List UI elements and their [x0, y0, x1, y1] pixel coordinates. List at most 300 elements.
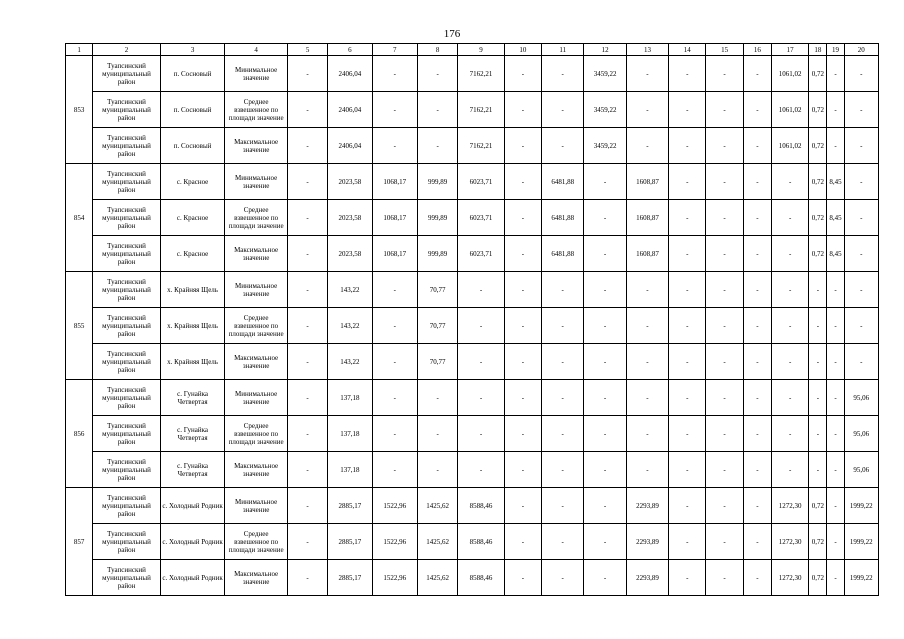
metric-cell: Максимальное значение — [225, 128, 288, 164]
value-cell: - — [372, 380, 417, 416]
settlement-cell: с. Красное — [160, 200, 225, 236]
value-cell: - — [706, 272, 743, 308]
value-cell: - — [809, 452, 827, 488]
value-cell: 8588,46 — [458, 560, 504, 596]
value-cell: - — [504, 416, 541, 452]
value-cell: 2293,89 — [626, 560, 668, 596]
value-cell: - — [809, 272, 827, 308]
value-cell: - — [418, 92, 458, 128]
value-cell: - — [706, 524, 743, 560]
value-cell: - — [743, 56, 771, 92]
value-cell: - — [584, 380, 626, 416]
value-cell: 1061,02 — [771, 56, 808, 92]
value-cell: - — [287, 272, 327, 308]
value-cell: - — [542, 92, 584, 128]
table-row — [66, 308, 879, 344]
settlement-cell: п. Сосновый — [160, 92, 225, 128]
value-cell: 95,06 — [844, 416, 878, 452]
column-header: 12 — [584, 44, 626, 56]
value-cell: 137,18 — [328, 380, 372, 416]
value-cell: 6023,71 — [458, 200, 504, 236]
value-cell: - — [669, 560, 706, 596]
value-cell: - — [542, 452, 584, 488]
value-cell: - — [743, 344, 771, 380]
value-cell: - — [458, 308, 504, 344]
value-cell: - — [287, 236, 327, 272]
column-header: 13 — [626, 44, 668, 56]
value-cell: - — [809, 344, 827, 380]
value-cell: - — [706, 164, 743, 200]
value-cell: - — [542, 56, 584, 92]
value-cell: - — [827, 488, 844, 524]
value-cell: - — [743, 416, 771, 452]
value-cell: - — [827, 308, 844, 344]
value-cell: 1999,22 — [844, 524, 878, 560]
value-cell: - — [809, 308, 827, 344]
metric-cell: Среднее взвешенное по площади значение — [225, 200, 288, 236]
page-number: 176 — [443, 28, 461, 40]
value-cell: 1522,96 — [372, 488, 417, 524]
settlement-cell: с. Холодный Родник — [160, 488, 225, 524]
column-header: 16 — [743, 44, 771, 56]
value-cell: 70,77 — [418, 308, 458, 344]
value-cell: 7162,21 — [458, 92, 504, 128]
value-cell: 143,22 — [328, 344, 372, 380]
value-cell: - — [287, 344, 327, 380]
value-cell: 8,45 — [827, 236, 844, 272]
value-cell: - — [458, 380, 504, 416]
table-row — [66, 344, 879, 380]
value-cell: - — [584, 164, 626, 200]
value-cell: 1068,17 — [372, 200, 417, 236]
table-row — [66, 128, 879, 164]
value-cell: - — [287, 128, 327, 164]
value-cell: - — [669, 164, 706, 200]
value-cell: 1425,62 — [418, 560, 458, 596]
value-cell: - — [542, 416, 584, 452]
value-cell: - — [669, 344, 706, 380]
column-header: 9 — [458, 44, 504, 56]
value-cell: - — [809, 416, 827, 452]
valuation-table — [65, 43, 879, 596]
value-cell: 2293,89 — [626, 524, 668, 560]
value-cell: - — [669, 308, 706, 344]
row-number: 857 — [66, 488, 93, 596]
value-cell: 8,45 — [827, 164, 844, 200]
value-cell: - — [743, 128, 771, 164]
value-cell: - — [418, 56, 458, 92]
column-header: 18 — [809, 44, 827, 56]
value-cell: - — [504, 308, 541, 344]
value-cell: - — [542, 560, 584, 596]
value-cell: 1272,30 — [771, 524, 808, 560]
value-cell: - — [626, 56, 668, 92]
value-cell: - — [372, 56, 417, 92]
column-header: 8 — [418, 44, 458, 56]
value-cell: - — [372, 452, 417, 488]
value-cell: 7162,21 — [458, 128, 504, 164]
metric-cell: Максимальное значение — [225, 236, 288, 272]
column-header: 10 — [504, 44, 541, 56]
value-cell: - — [584, 308, 626, 344]
district-cell: Туапсинский муниципальный район — [93, 524, 161, 560]
value-cell: - — [542, 380, 584, 416]
value-cell: - — [542, 128, 584, 164]
district-cell: Туапсинский муниципальный район — [93, 272, 161, 308]
value-cell: 6481,88 — [542, 164, 584, 200]
value-cell: - — [844, 128, 878, 164]
settlement-cell: с. Гунайка Четвертая — [160, 416, 225, 452]
value-cell: - — [504, 524, 541, 560]
value-cell: - — [827, 560, 844, 596]
value-cell: 1522,96 — [372, 560, 417, 596]
value-cell: 70,77 — [418, 344, 458, 380]
value-cell: 8588,46 — [458, 488, 504, 524]
value-cell: - — [584, 524, 626, 560]
value-cell: - — [626, 416, 668, 452]
value-cell: - — [844, 56, 878, 92]
value-cell: - — [287, 92, 327, 128]
table-row — [66, 56, 879, 92]
value-cell: - — [669, 488, 706, 524]
value-cell: 1608,87 — [626, 236, 668, 272]
value-cell: - — [827, 416, 844, 452]
value-cell: - — [706, 560, 743, 596]
value-cell: - — [771, 164, 808, 200]
value-cell: 6481,88 — [542, 236, 584, 272]
value-cell: 1061,02 — [771, 92, 808, 128]
district-cell: Туапсинский муниципальный район — [93, 380, 161, 416]
value-cell: - — [743, 200, 771, 236]
value-cell: - — [844, 92, 878, 128]
value-cell: 2023,58 — [328, 236, 372, 272]
value-cell: - — [418, 416, 458, 452]
value-cell: 2885,17 — [328, 560, 372, 596]
settlement-cell: с. Красное — [160, 164, 225, 200]
table-row — [66, 200, 879, 236]
value-cell: - — [504, 200, 541, 236]
value-cell: - — [771, 344, 808, 380]
value-cell: - — [669, 272, 706, 308]
value-cell: - — [287, 308, 327, 344]
district-cell: Туапсинский муниципальный район — [93, 416, 161, 452]
value-cell: - — [669, 56, 706, 92]
table-row — [66, 452, 879, 488]
value-cell: 95,06 — [844, 452, 878, 488]
value-cell: 1068,17 — [372, 236, 417, 272]
value-cell: - — [458, 416, 504, 452]
value-cell: - — [626, 128, 668, 164]
column-header: 20 — [844, 44, 878, 56]
metric-cell: Минимальное значение — [225, 164, 288, 200]
district-cell: Туапсинский муниципальный район — [93, 344, 161, 380]
district-cell: Туапсинский муниципальный район — [93, 92, 161, 128]
value-cell: - — [584, 416, 626, 452]
value-cell: - — [706, 56, 743, 92]
value-cell: 2885,17 — [328, 524, 372, 560]
value-cell: 7162,21 — [458, 56, 504, 92]
value-cell: - — [372, 308, 417, 344]
value-cell: - — [542, 344, 584, 380]
value-cell: 2293,89 — [626, 488, 668, 524]
metric-cell: Максимальное значение — [225, 344, 288, 380]
value-cell: - — [743, 380, 771, 416]
value-cell: - — [584, 236, 626, 272]
value-cell: - — [844, 272, 878, 308]
value-cell: 1608,87 — [626, 164, 668, 200]
value-cell: 143,22 — [328, 272, 372, 308]
value-cell: - — [706, 308, 743, 344]
table-row — [66, 488, 879, 524]
value-cell: 0,72 — [809, 56, 827, 92]
value-cell: 0,72 — [809, 92, 827, 128]
value-cell: - — [743, 92, 771, 128]
value-cell: - — [504, 560, 541, 596]
metric-cell: Среднее взвешенное по площади значение — [225, 416, 288, 452]
column-header: 4 — [225, 44, 288, 56]
value-cell: - — [706, 128, 743, 164]
value-cell: - — [504, 56, 541, 92]
value-cell: - — [771, 200, 808, 236]
value-cell: 1425,62 — [418, 524, 458, 560]
value-cell: 6481,88 — [542, 200, 584, 236]
metric-cell: Минимальное значение — [225, 272, 288, 308]
value-cell: 2885,17 — [328, 488, 372, 524]
value-cell: - — [287, 56, 327, 92]
table-row — [66, 380, 879, 416]
value-cell: - — [706, 236, 743, 272]
value-cell: - — [706, 200, 743, 236]
value-cell: 0,72 — [809, 524, 827, 560]
value-cell: - — [287, 380, 327, 416]
value-cell: - — [418, 452, 458, 488]
value-cell: - — [669, 92, 706, 128]
row-number: 853 — [66, 56, 93, 164]
metric-cell: Минимальное значение — [225, 380, 288, 416]
value-cell: - — [844, 200, 878, 236]
value-cell: - — [542, 272, 584, 308]
table-row — [66, 164, 879, 200]
value-cell: - — [809, 380, 827, 416]
column-header: 6 — [328, 44, 372, 56]
value-cell: - — [743, 308, 771, 344]
value-cell: - — [771, 236, 808, 272]
column-header: 2 — [93, 44, 161, 56]
settlement-cell: х. Крайняя Щель — [160, 272, 225, 308]
metric-cell: Среднее взвешенное по площади значение — [225, 92, 288, 128]
settlement-cell: с. Гунайка Четвертая — [160, 452, 225, 488]
value-cell: 1608,87 — [626, 200, 668, 236]
value-cell: - — [743, 452, 771, 488]
value-cell: - — [844, 344, 878, 380]
value-cell: - — [669, 524, 706, 560]
settlement-cell: п. Сосновый — [160, 56, 225, 92]
value-cell: - — [626, 380, 668, 416]
metric-cell: Максимальное значение — [225, 560, 288, 596]
value-cell: - — [706, 488, 743, 524]
value-cell: - — [504, 164, 541, 200]
value-cell: 2023,58 — [328, 164, 372, 200]
value-cell: - — [372, 128, 417, 164]
metric-cell: Среднее взвешенное по площади значение — [225, 524, 288, 560]
value-cell: 8,45 — [827, 200, 844, 236]
value-cell: - — [504, 344, 541, 380]
value-cell: 2406,04 — [328, 92, 372, 128]
value-cell: - — [706, 416, 743, 452]
column-header: 1 — [66, 44, 93, 56]
table-row — [66, 272, 879, 308]
column-header: 15 — [706, 44, 743, 56]
value-cell: - — [771, 272, 808, 308]
value-cell: - — [626, 272, 668, 308]
value-cell: 0,72 — [809, 488, 827, 524]
value-cell: - — [827, 524, 844, 560]
value-cell: - — [287, 200, 327, 236]
value-cell: 137,18 — [328, 416, 372, 452]
district-cell: Туапсинский муниципальный район — [93, 308, 161, 344]
value-cell: - — [504, 92, 541, 128]
value-cell: 1272,30 — [771, 560, 808, 596]
value-cell: 999,89 — [418, 236, 458, 272]
value-cell: - — [669, 200, 706, 236]
value-cell: - — [504, 488, 541, 524]
value-cell: 8588,46 — [458, 524, 504, 560]
value-cell: - — [827, 272, 844, 308]
district-cell: Туапсинский муниципальный район — [93, 488, 161, 524]
value-cell: - — [504, 236, 541, 272]
value-cell: 0,72 — [809, 164, 827, 200]
row-number: 856 — [66, 380, 93, 488]
value-cell: 95,06 — [844, 380, 878, 416]
value-cell: 1068,17 — [372, 164, 417, 200]
value-cell: - — [827, 92, 844, 128]
row-number: 855 — [66, 272, 93, 380]
value-cell: - — [372, 92, 417, 128]
value-cell: - — [287, 488, 327, 524]
settlement-cell: х. Крайняя Щель — [160, 308, 225, 344]
value-cell: - — [771, 452, 808, 488]
settlement-cell: с. Холодный Родник — [160, 560, 225, 596]
value-cell: 0,72 — [809, 560, 827, 596]
settlement-cell: с. Холодный Родник — [160, 524, 225, 560]
value-cell: - — [418, 380, 458, 416]
table-body — [66, 44, 879, 596]
settlement-cell: п. Сосновый — [160, 128, 225, 164]
value-cell: - — [584, 560, 626, 596]
value-cell: - — [827, 380, 844, 416]
value-cell: - — [771, 308, 808, 344]
value-cell: - — [669, 128, 706, 164]
value-cell: - — [372, 272, 417, 308]
value-cell: - — [827, 344, 844, 380]
metric-cell: Минимальное значение — [225, 56, 288, 92]
value-cell: - — [743, 488, 771, 524]
value-cell: - — [287, 524, 327, 560]
settlement-cell: с. Гунайка Четвертая — [160, 380, 225, 416]
value-cell: - — [542, 524, 584, 560]
value-cell: 137,18 — [328, 452, 372, 488]
value-cell: 3459,22 — [584, 92, 626, 128]
settlement-cell: х. Крайняя Щель — [160, 344, 225, 380]
value-cell: - — [287, 560, 327, 596]
value-cell: - — [844, 236, 878, 272]
value-cell: 999,89 — [418, 164, 458, 200]
value-cell: 0,72 — [809, 200, 827, 236]
value-cell: - — [706, 380, 743, 416]
value-cell: - — [743, 272, 771, 308]
value-cell: 999,89 — [418, 200, 458, 236]
value-cell: - — [669, 380, 706, 416]
value-cell: 6023,71 — [458, 236, 504, 272]
value-cell: - — [584, 452, 626, 488]
value-cell: - — [827, 452, 844, 488]
value-cell: - — [504, 452, 541, 488]
value-cell: - — [771, 416, 808, 452]
value-cell: - — [584, 200, 626, 236]
value-cell: 0,72 — [809, 236, 827, 272]
value-cell: - — [669, 236, 706, 272]
value-cell: 1999,22 — [844, 488, 878, 524]
district-cell: Туапсинский муниципальный район — [93, 128, 161, 164]
value-cell: 2406,04 — [328, 56, 372, 92]
value-cell: - — [669, 416, 706, 452]
value-cell: - — [626, 452, 668, 488]
value-cell: - — [771, 380, 808, 416]
column-header: 3 — [160, 44, 225, 56]
value-cell: - — [669, 452, 706, 488]
value-cell: 70,77 — [418, 272, 458, 308]
value-cell: - — [458, 272, 504, 308]
column-header: 19 — [827, 44, 844, 56]
column-header: 11 — [542, 44, 584, 56]
value-cell: - — [504, 128, 541, 164]
value-cell: 1425,62 — [418, 488, 458, 524]
value-cell: - — [458, 452, 504, 488]
value-cell: 1061,02 — [771, 128, 808, 164]
value-cell: - — [706, 452, 743, 488]
value-cell: - — [827, 128, 844, 164]
value-cell: - — [287, 416, 327, 452]
value-cell: - — [706, 344, 743, 380]
metric-cell: Среднее взвешенное по площади значение — [225, 308, 288, 344]
value-cell: - — [584, 488, 626, 524]
value-cell: - — [844, 308, 878, 344]
column-header: 14 — [669, 44, 706, 56]
value-cell: 2406,04 — [328, 128, 372, 164]
metric-cell: Максимальное значение — [225, 452, 288, 488]
settlement-cell: с. Красное — [160, 236, 225, 272]
district-cell: Туапсинский муниципальный район — [93, 164, 161, 200]
value-cell: - — [287, 452, 327, 488]
column-header: 5 — [287, 44, 327, 56]
district-cell: Туапсинский муниципальный район — [93, 452, 161, 488]
value-cell: - — [743, 236, 771, 272]
value-cell: - — [743, 560, 771, 596]
value-cell: 1999,22 — [844, 560, 878, 596]
value-cell: - — [504, 272, 541, 308]
table-row — [66, 560, 879, 596]
value-cell: - — [287, 164, 327, 200]
value-cell: - — [542, 308, 584, 344]
district-cell: Туапсинский муниципальный район — [93, 236, 161, 272]
value-cell: 3459,22 — [584, 128, 626, 164]
table-row — [66, 236, 879, 272]
metric-cell: Минимальное значение — [225, 488, 288, 524]
value-cell: 3459,22 — [584, 56, 626, 92]
value-cell: - — [418, 128, 458, 164]
value-cell: - — [372, 416, 417, 452]
value-cell: 143,22 — [328, 308, 372, 344]
